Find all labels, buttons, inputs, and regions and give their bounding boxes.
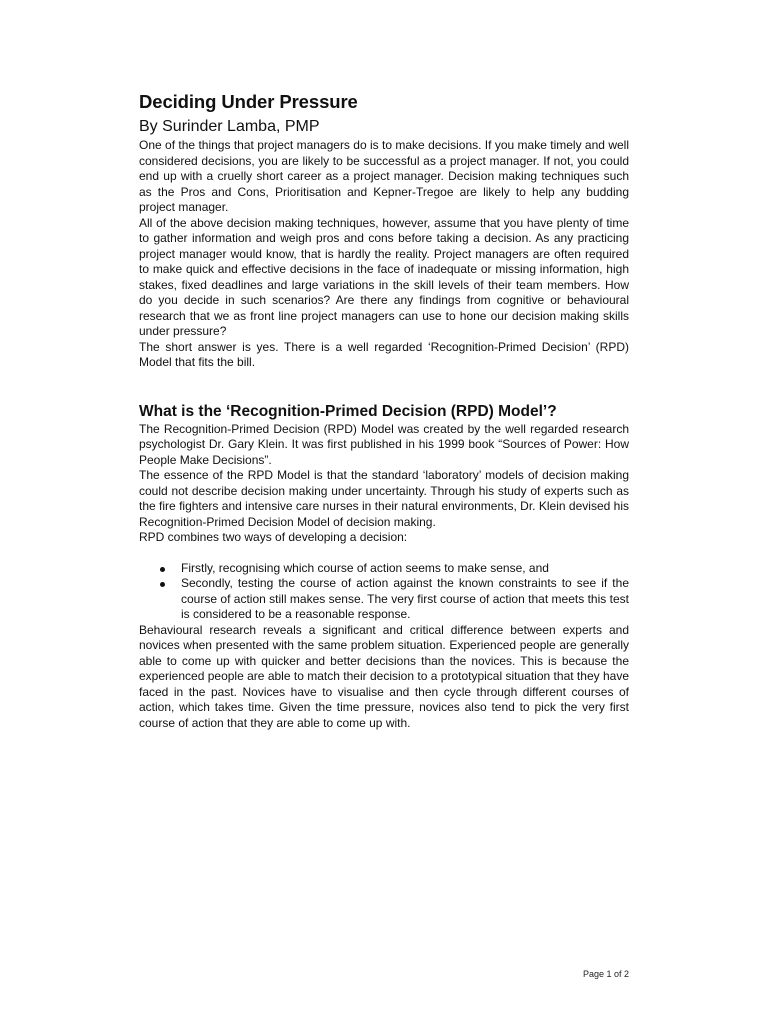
- paragraph: The Recognition-Primed Decision (RPD) Model was created by the well regarded research psychologist Dr. Gary Klein. It was first published in his 1999 book “Sources of Power: How People Make Decisions”.: [139, 421, 629, 467]
- document-body: [139, 90, 629, 731]
- paragraph: The short answer is yes. There is a well regarded ‘Recognition-Primed Decision’ (RPD) Model that fits the bill.: [139, 339, 629, 369]
- document-author: By Surinder Lamba, PMP: [139, 118, 320, 135]
- bullet-icon: [160, 567, 165, 572]
- section-heading: What is the ‘Recognition-Primed Decision (RPD) Model’?: [139, 402, 557, 420]
- paragraph: All of the above decision making techniques, however, assume that you have plenty of time to gather information and weigh pros and cons before taking a decision. As any practicing project manager would know, that is hardly the reality. Project managers are often required to make quick and effective decisions in the face of inadequate or missing information, high stakes, fixed deadlines and large variations in the skill levels of their team members. How do you decide in such scenarios? Are there any findings from cognitive or behavioural research that we as front line project managers can use to hone our decision making skills under pressure?: [139, 215, 629, 338]
- list-item: [139, 561, 629, 577]
- paragraph: RPD combines two ways of developing a decision:: [139, 530, 408, 544]
- list-item-text: Firstly, recognising which course of action seems to make sense, and: [181, 560, 549, 575]
- page-number: Page 1 of 2: [582, 969, 629, 979]
- paragraph: The essence of the RPD Model is that the standard ‘laboratory’ models of decision making could not describe decision making under uncertainty. Through his study of experts such as the fire fighters and intensive care nurses in their natural environments, Dr. Klein devised his Recognition-Primed Decision Model of decision making.: [139, 468, 629, 529]
- paragraph: One of the things that project managers do is to make decisions. If you make timely and well considered decisions, you are likely to be successful as a project manager. If not, you could end up with a cruelly short career as a project manager. Decision making techniques such as the Pros and Cons, Prioritisation and Kepner-Tregoe are likely to help any budding project manager.: [139, 138, 629, 214]
- bullet-list: [139, 561, 629, 623]
- list-item: [139, 576, 629, 623]
- bullet-icon: [160, 582, 165, 587]
- paragraph: Behavioural research reveals a significant and critical difference between experts and novices when presented with the same problem situation. Experienced people are generally able to come up with quicker and better decisions than the novices. This is because the experienced people are able to match their decision to a prototypical situation that they have faced in the past. Novices have to visualise and then cycle through different courses of action, which takes time. Given the time pressure, novices also tend to pick the very first course of action that they are able to come up with.: [139, 622, 629, 730]
- list-item-text: Secondly, testing the course of action against the known constraints to see if the course of action still makes sense. The very first course of action that meets this test is considered to be a reasonable response.: [181, 576, 629, 621]
- document-title: Deciding Under Pressure: [139, 91, 358, 112]
